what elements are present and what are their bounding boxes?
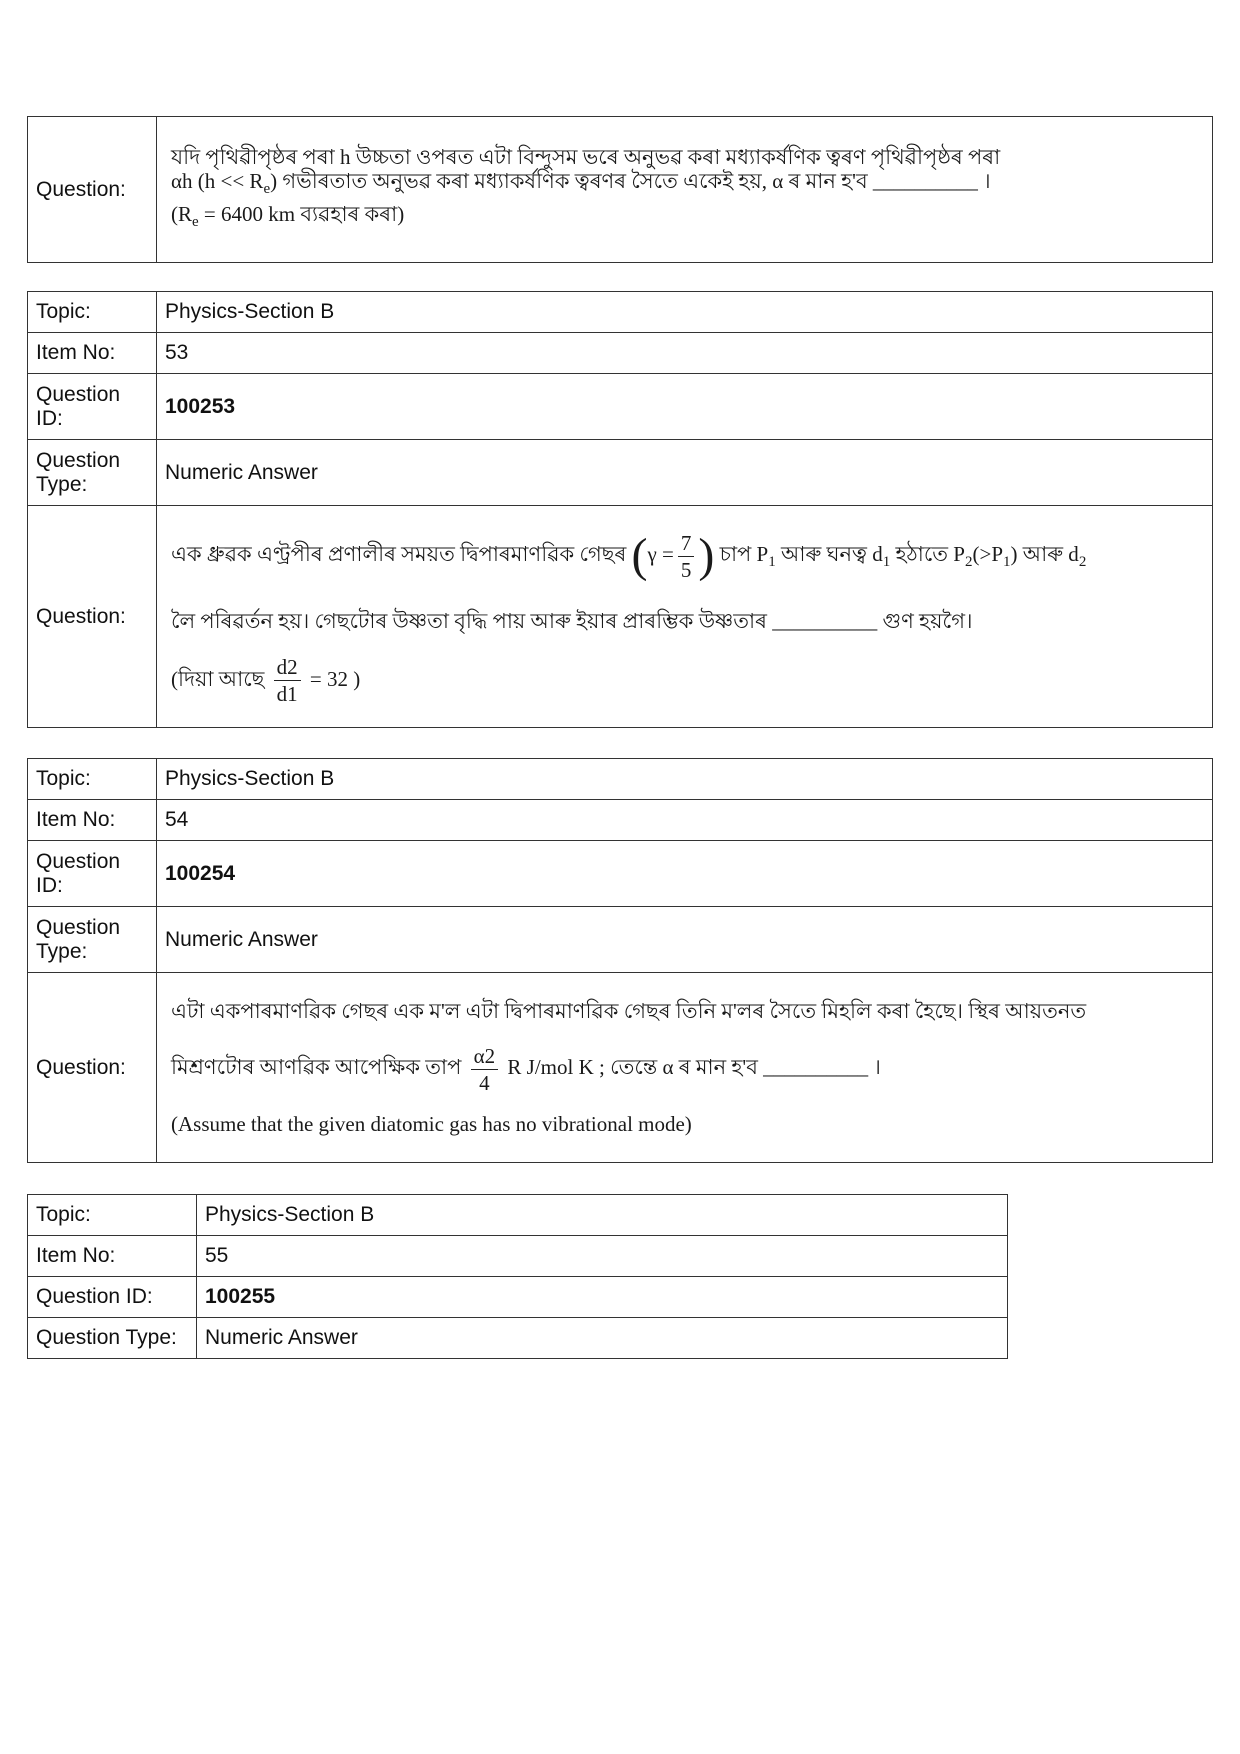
question-line-3: ($R_e = 6400$ km ব্যৱহাৰ কৰা) xyxy=(171,201,405,230)
question-type-label: Question Type: xyxy=(28,440,157,506)
question-type-value: Numeric Answer xyxy=(157,440,1213,506)
question-type-value: Numeric Answer xyxy=(157,907,1213,973)
topic-label: Topic: xyxy=(28,292,157,333)
question-line-1: যদি পৃথিৱীপৃষ্ঠৰ পৰা h উচ্চতা ওপৰত এটা বিন্দুসম ভৰে অনুভৱ কৰা মধ্যাকৰ্ষণিক ত্বৰণ পৃথিৱীপৃষ্ঠৰ পৰা xyxy=(171,145,1001,170)
question-type-label: Question Type: xyxy=(28,1318,197,1359)
question-text xyxy=(157,973,1213,1163)
topic-value: Physics-Section B xyxy=(157,292,1213,333)
question-line-2: মিশ্ৰণটোৰ আণৱিক আপেক্ষিক তাপ $\frac{\alpha 2}{4}$ R J/mol K ; তেন্তে α ৰ মান হ'ব __________ । xyxy=(171,1043,881,1095)
item-no-label: Item No: xyxy=(28,1236,197,1277)
question-table-53 xyxy=(27,291,1213,728)
item-no-value: 53 xyxy=(157,333,1213,374)
item-no-label: Item No: xyxy=(28,800,157,841)
question-table-52 xyxy=(27,116,1213,263)
question-line-2: αh $(h << R_e)$ গভীৰতাত অনুভৱ কৰা মধ্যাকৰ্ষণিক ত্বৰণৰ সৈতে একেই হয়, α ৰ মান হ'ব __________ । xyxy=(171,169,991,198)
topic-value: Physics-Section B xyxy=(157,759,1213,800)
question-table-54 xyxy=(27,758,1213,1163)
question-id-label: Question ID: xyxy=(28,1277,197,1318)
question-id-value: 100255 xyxy=(197,1277,1008,1318)
gamma-fraction: $\frac{7}{5}$ xyxy=(678,530,695,583)
alpha-fraction: $\frac{\alpha 2}{4}$ xyxy=(471,1043,499,1096)
item-no-label: Item No: xyxy=(28,333,157,374)
density-fraction: $\frac{d2}{d1}$ xyxy=(274,654,301,707)
question-line-3: (Assume that the given diatomic gas has no vibrational mode) xyxy=(171,1111,692,1136)
question-label: Question: xyxy=(28,506,157,728)
question-id-value: 100254 xyxy=(157,841,1213,907)
question-id-value: 100253 xyxy=(157,374,1213,440)
question-line-3: (দিয়া আছে $\frac{d2}{d1}$ = 32 ) xyxy=(171,655,361,707)
question-type-label: Question Type: xyxy=(28,907,157,973)
question-label: Question: xyxy=(28,973,157,1163)
question-line-2: লৈ পৰিৱৰ্তন হয়। গেছটোৰ উষ্ণতা বৃদ্ধি পায় আৰু ইয়াৰ প্ৰাৰম্ভিক উষ্ণতাৰ __________ গুণ হয়গৈ। xyxy=(171,608,973,633)
question-table-55 xyxy=(27,1194,1008,1359)
question-id-label: Question ID: xyxy=(28,374,157,440)
item-no-value: 55 xyxy=(197,1236,1008,1277)
topic-label: Topic: xyxy=(28,759,157,800)
question-text xyxy=(157,117,1213,263)
question-text xyxy=(157,506,1213,728)
topic-value: Physics-Section B xyxy=(197,1195,1008,1236)
question-id-label: Question ID: xyxy=(28,841,157,907)
topic-label: Topic: xyxy=(28,1195,197,1236)
question-label: Question: xyxy=(28,117,157,263)
item-no-value: 54 xyxy=(157,800,1213,841)
question-type-value: Numeric Answer xyxy=(197,1318,1008,1359)
question-line-1: এটা একপাৰমাণৱিক গেছৰ এক ম'ল এটা দ্বিপাৰমাণৱিক গেছৰ তিনি ম'লৰ সৈতে মিহলি কৰা হৈছে। স্থিৰ আয়তনত xyxy=(171,999,1087,1024)
question-line-1: এক ধ্ৰুৱক এণ্ট্ৰপীৰ প্ৰণালীৰ সময়ত দ্বিপাৰমাণৱিক গেছৰ (γ = $\frac{7}{5}$ ) চাপ $P_1$ আৰু ঘনত্ব $d_1$ হঠাতে $P_2(>P_1)$ আৰু $d_2$ xyxy=(171,529,1087,583)
